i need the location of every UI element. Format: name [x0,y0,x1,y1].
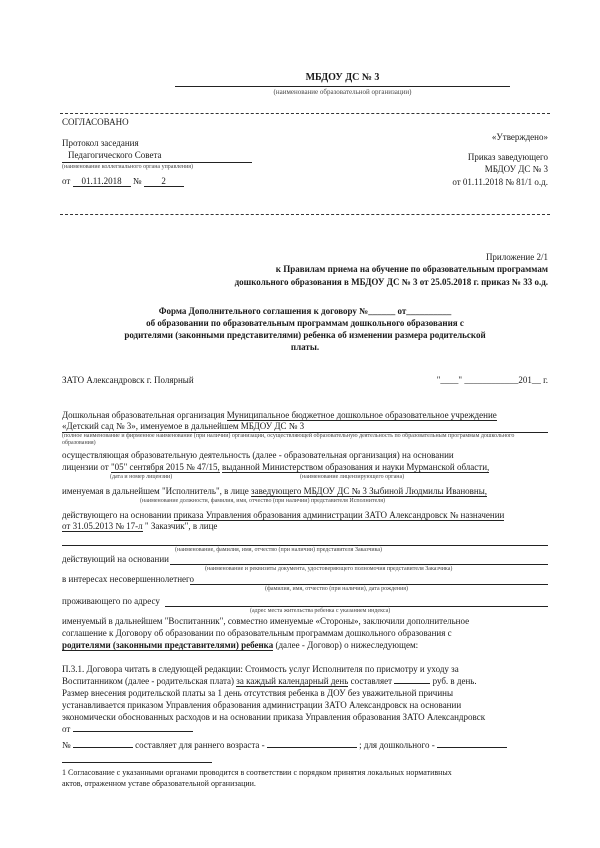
agreement-date: "____" ____________201__ г. [436,375,548,385]
doc-caption: (наименование и реквизиты документа, удостоверяющего полномочия представителя Заказчика) [205,566,453,572]
protocol-date-row: от 01.11.2018 № 2 [62,176,184,187]
org-name: МБДОУ ДС № 3 [305,72,380,83]
body-p9: П.3.1. Договора читать в следующей редакции: Стоимость услуг Исполнителя по присмотру и уходу за [62,664,459,674]
order-line3: от 01.11.2018 № 81/1 о.д. [452,177,548,187]
appendix-line3: дошкольного образования в МБДОУ ДС № 3 от 25.05.2018 г. приказ № 33 о.д. [234,277,548,287]
license-caption: (дата и номер лицензии) [110,474,173,480]
customer-caption: (наименование, фамилия, имя, отчество (при наличии) представителя Заказчика) [175,547,383,553]
protocol-line2: Педагогического Совета [68,150,162,160]
body-p13: экономически обоснованных расходов и на основании приказа Управления образования ЗАТО Александровск [62,712,486,722]
approved-label: «Утверждено» [491,132,548,142]
body-p1: Дошкольная образовательная организация Муниципальное бюджетное дошкольное образовательное учреждение [62,410,497,420]
licensing-body-caption: (наименование лицензирующего органа) [300,474,405,480]
protocol-line1: Протокол заседания [62,138,139,148]
org-caption: (наименование образовательной организации) [273,88,412,96]
appendix-line2: к Правилам приема на обучение по образовательным программам [275,264,548,274]
form-title-line1: Форма Дополнительного соглашения к договору №______ от__________ [158,306,452,316]
body-p1-caption: (полное наименование и фирменное наименование (при наличии) организации, осуществляющей образовательную деятельность по образовательным программам дошкольного образования) [62,433,515,446]
protocol-caption: (наименование коллегиального органа управления) [62,164,194,170]
footnote-line2: актов, отраженном уставе образовательной организации. [62,779,256,788]
place: ЗАТО Александровск г. Полярный [62,375,194,385]
child-caption: (фамилия, имя, отчество (при наличии), дата рождения) [265,586,409,592]
body-p5c: от 31.05.2013 № 17-л " Заказчик", в лице [62,521,218,531]
body-p8: родителями (законными представителями) ребенка (далее - Договор) о нижеследующем: [62,640,419,650]
address-label: проживающего по адресу [62,596,160,606]
body-p1c: «Детский сад № 3», именуемое в дальнейшем МБДОУ ДС № 3 [62,421,548,433]
body-p14: от [62,724,193,735]
form-title-line4: платы. [290,342,320,352]
interest-label: в интересах несовершеннолетнего [62,574,194,584]
body-p11: Размер внесения родительской платы за 1 день отсутствия ребенка в ДОУ без уважительной причины [62,688,454,698]
form-title-line2: об образовании по образовательным программам дошкольного образования с [146,318,464,328]
acting-label: действующий на основании [62,554,169,564]
form-title-line3: родителями (законными представителями) ребенка об изменении размера родительской [124,330,486,340]
protocol-number: 2 [144,176,184,187]
protocol-date: 01.11.2018 [73,176,131,187]
body-p6: именуемый в дальнейшем "Воспитанник", совместно именуемые «Стороны», заключили дополнительное [62,616,470,626]
body-p2: осуществляющая образовательную деятельность (далее - образовательная организация) на основании [62,450,454,460]
executor-caption: (наименование должности, фамилия, имя, отчество (при наличии) представителя Исполнителя) [140,498,385,504]
body-p3: лицензии от "05" сентября 2015 № 47/15, выданной Министерством образования и науки Мурманской области, [62,462,490,472]
body-p12: устанавливается приказом Управления образования администрации ЗАТО Александровск на основании [62,700,462,710]
appendix-line1: Приложение 2/1 [485,252,548,262]
footnote-line1: 1 Согласование с указанными органами проводится в соответствии с порядком принятия локальных нормативных [62,768,452,777]
agreed-label: СОГЛАСОВАНО [62,117,129,127]
address-caption: (адрес места жительства ребенка с указанием индекса) [250,608,391,614]
order-line2: МБДОУ ДС № 3 [484,164,548,174]
body-p10: Воспитанником (далее - родительская плата) за каждый календарный день составляет руб. в день. [62,676,477,686]
order-line1: Приказ заведующего [467,152,548,162]
body-p15: № составляет для раннего возраста - ; для дошкольного - [62,740,507,751]
body-p4: именуемая в дальнейшем "Исполнитель", в лице заведующего МБДОУ ДС № 3 Зыбиной Людмилы Ивановны, [62,486,488,496]
body-p5: действующего на основании приказа Управления образования администрации ЗАТО Александровск № назначении [62,510,505,520]
body-p7: соглашение к Договору об образовании по образовательным программам дошкольного образования с [62,628,452,638]
